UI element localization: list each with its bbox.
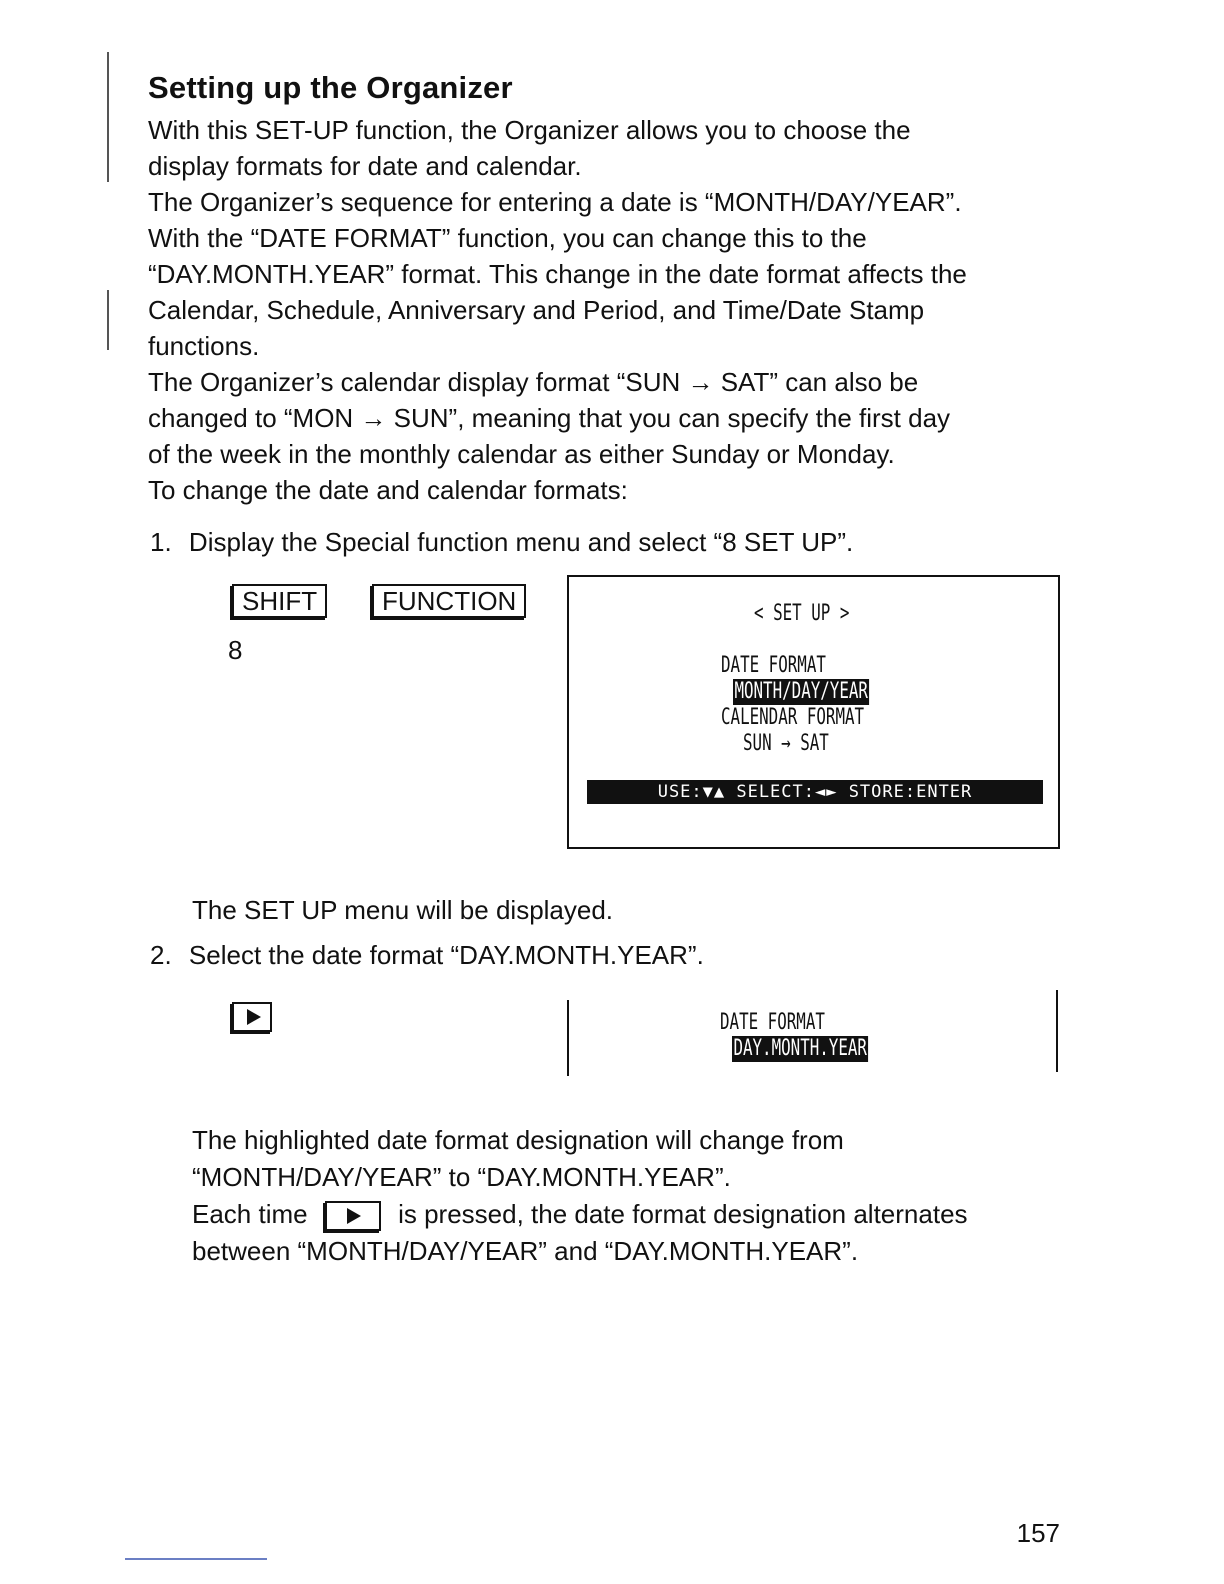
result-line: “MONTH/DAY/YEAR” to “DAY.MONTH.YEAR”. <box>192 1162 731 1192</box>
right-arrow-key-inline <box>325 1201 381 1231</box>
date-format-label: DATE FORMAT <box>720 1010 825 1035</box>
screen-header: < SET UP > <box>754 601 850 626</box>
intro-line: The Organizer’s sequence for entering a date is “MONTH/DAY/YEAR”. <box>148 187 962 217</box>
function-key: FUNCTION <box>372 584 526 618</box>
page-title: Setting up the Organizer <box>148 70 513 105</box>
step-text: Display the Special function menu and select “8 SET UP”. <box>188 527 854 557</box>
date-format-label: DATE FORMAT <box>721 653 826 678</box>
step-2 <box>150 937 704 973</box>
screen-left-edge <box>567 1000 569 1076</box>
step-number: 1. <box>150 527 172 557</box>
result-line: The highlighted date format designation will change from <box>192 1125 844 1155</box>
digit-key: 8 <box>228 635 243 665</box>
shift-key: SHIFT <box>232 584 327 618</box>
intro-line: With the “DATE FORMAT” function, you can change this to the <box>148 223 867 253</box>
each-time-suffix: is pressed, the date format designation alternates <box>398 1199 968 1229</box>
intro-line: of the week in the monthly calendar as either Sunday or Monday. <box>148 439 895 469</box>
step-text: Select the date format “DAY.MONTH.YEAR”. <box>188 940 704 970</box>
intro-paragraph <box>148 112 1148 508</box>
step-1 <box>150 524 853 560</box>
date-format-value-highlighted: MONTH/DAY/YEAR <box>734 679 868 704</box>
intro-line: With this SET-UP function, the Organizer allows you to choose the <box>148 115 911 145</box>
right-arrow-icon <box>247 1009 261 1025</box>
intro-line: Calendar, Schedule, Anniversary and Period, and Time/Date Stamp <box>148 295 925 325</box>
date-format-value-highlighted: DAY.MONTH.YEAR <box>733 1036 867 1061</box>
right-arrow-icon <box>347 1208 361 1224</box>
result-line: between “MONTH/DAY/YEAR” and “DAY.MONTH.YEAR”. <box>192 1236 859 1266</box>
softkey-bar: USE:▼▲ SELECT:◄► STORE:ENTER <box>587 780 1043 804</box>
intro-line: “DAY.MONTH.YEAR” format. This change in the date format affects the <box>148 259 967 289</box>
intro-line: display formats for date and calendar. <box>148 151 582 181</box>
footer-rule <box>125 1558 267 1560</box>
screen-right-edge <box>1056 990 1058 1072</box>
step-number: 2. <box>150 940 172 970</box>
step-2-result <box>192 1122 968 1270</box>
calendar-format-value: SUN → SAT <box>743 731 829 756</box>
margin-change-bar <box>107 290 109 350</box>
intro-line: The Organizer’s calendar display format “SUN → SAT” can also be <box>148 367 919 397</box>
intro-line: To change the date and calendar formats: <box>148 475 628 505</box>
each-time-prefix: Each time <box>192 1199 308 1229</box>
margin-change-bar <box>107 52 109 182</box>
intro-line: changed to “MON → SUN”, meaning that you can specify the first day <box>148 403 951 433</box>
step-1-result: The SET UP menu will be displayed. <box>192 895 614 925</box>
calendar-format-label: CALENDAR FORMAT <box>721 705 865 730</box>
result-line <box>192 1196 968 1233</box>
intro-line: functions. <box>148 331 260 361</box>
page-number: 157 <box>1016 1518 1060 1548</box>
right-arrow-key <box>232 1002 272 1032</box>
setup-menu-screen <box>567 575 1060 849</box>
